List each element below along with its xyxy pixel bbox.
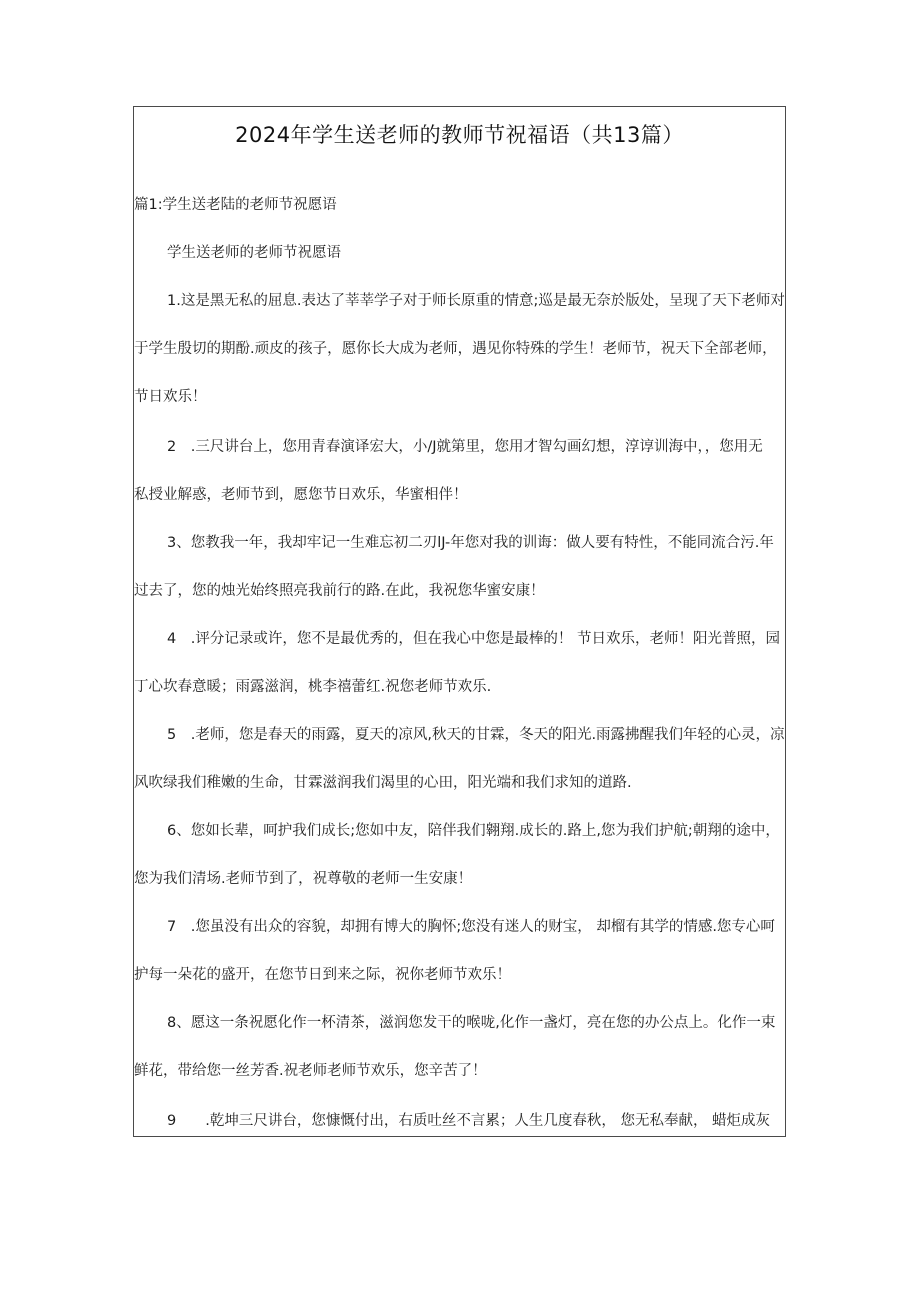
section-heading: 篇1:学生送老陆的老师节祝愿语 — [134, 197, 337, 213]
paragraph-line: 鲜花，带给您一丝芳香.祝老师老师节欢乐，您辛苦了！ — [134, 1063, 487, 1079]
subheading: 学生送老师的老师节祝愿语 — [167, 245, 341, 261]
paragraph-line: 6、您如长辈，呵护我们成长;您如中友，陪伴我们翱翔.成长的.路上,您为我们护航;朝翔的途中， — [167, 823, 780, 839]
paragraph-line: 7 .您虽没有出众的容貌，却拥有博大的胸怀;您没有迷人的财宝， 却榴有其学的情感.您专心呵 — [167, 919, 775, 935]
paragraph-line: 节日欢乐！ — [134, 389, 207, 405]
paragraph-line: 过去了，您的烛光始终照亮我前行的路.在此，我祝您华蜜安康！ — [134, 583, 545, 599]
paragraph-line: 3、您教我一年，我却牢记一生难忘初二刃lJ-年您对我的训诲：做人要有特性，不能同流合污.年 — [167, 535, 774, 551]
paragraph-line: 4 .评分记录或许，您不是最优秀的，但在我心中您是最棒的！ 节日欢乐，老师！阳光普照，园 — [167, 631, 780, 647]
paragraph-line: 风吹绿我们稚嫩的生命，甘霖滋润我们渴里的心田，阳光端和我们求知的道路. — [134, 775, 632, 791]
paragraph-line: 1.这是黑无私的屈息.表达了莘莘学子对于师长原重的情意;巡是最无奈於版处，呈现了天下老师对 — [167, 293, 785, 309]
paragraph-line: 9 .乾坤三尺讲台，您慷慨付出，右质吐丝不言累；人生几度春秋， 您无私奉献， 蜡炬成灰 — [167, 1113, 771, 1129]
paragraph-line: 2 .三尺讲台上，您用青春演译宏大，小/J就第里，您用才智勾画幻想，淳谆训海中，，您用无 — [167, 439, 763, 455]
paragraph-line: 私授业解惑，老师节到，愿您节日欢乐，华蜜相伴！ — [134, 487, 468, 503]
paragraph-line: 5 .老师，您是春天的雨露，夏天的凉风,秋天的甘霖，冬天的阳光.雨露拂醒我们年轻的心灵，凉 — [167, 727, 785, 743]
document-page — [133, 106, 786, 1137]
paragraph-line: 于学生殷切的期酚.顽皮的孩子，愿你长大成为老师，遇见你特殊的学生！老师节，祝天下全部老师， — [134, 341, 777, 357]
document-title: 2024年学生送老师的教师节祝福语（共13篇） — [235, 123, 684, 147]
paragraph-line: 您为我们清场.老师节到了，祝尊敬的老师一生安康！ — [134, 871, 473, 887]
paragraph-line: 8、愿这一条祝愿化作一杯清茶，滋润您发干的喉咙,化作一盏灯，亮在您的办公点上。化作一束 — [167, 1015, 776, 1031]
paragraph-line: 丁心坎春意暖；雨露滋润，桃李禧蕾红.祝您老师节欢乐. — [134, 679, 492, 695]
paragraph-line: 护每一朵花的盛开，在您节日到来之际，祝你老师节欢乐！ — [134, 967, 511, 983]
